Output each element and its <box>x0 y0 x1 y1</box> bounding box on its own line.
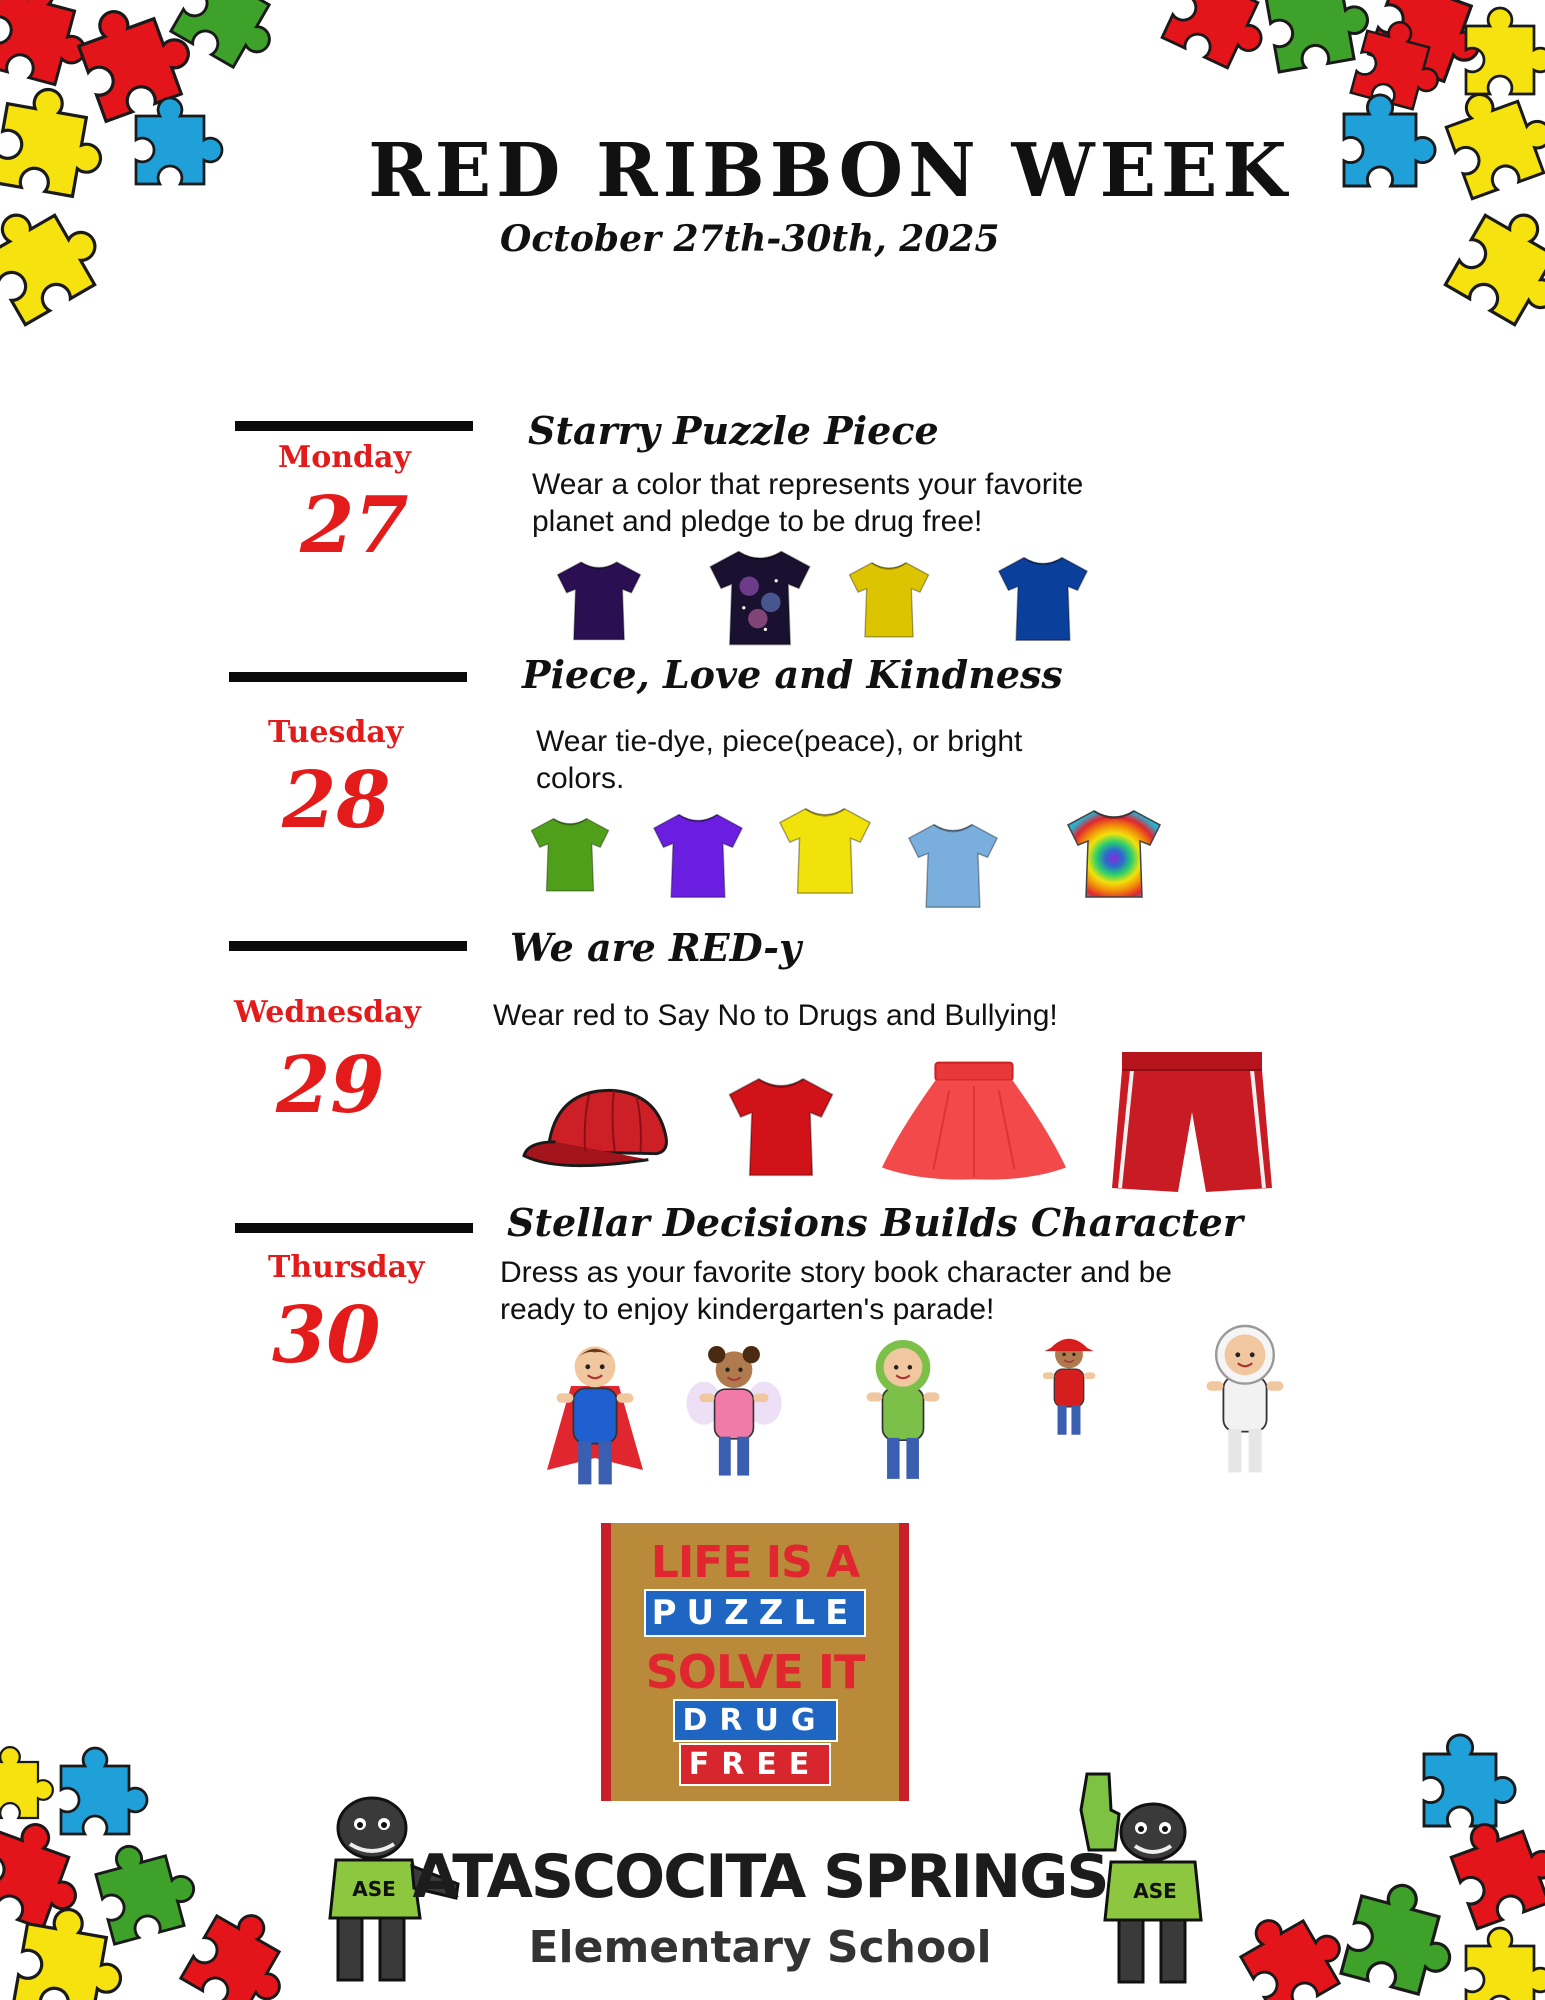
light-blue-shirt-icon <box>905 815 1001 915</box>
day-description <box>493 997 1058 1034</box>
poster-line: SOLVE IT <box>645 1645 865 1699</box>
day-theme: Starry Puzzle Piece <box>528 408 939 453</box>
description-line: colors. <box>536 762 625 795</box>
poster-drug-row <box>611 1703 899 1738</box>
divider-line <box>235 421 473 431</box>
red-shirt-icon <box>720 1070 842 1182</box>
day-theme: Piece, Love and Kindness <box>522 652 1063 697</box>
green-shirt-icon <box>528 810 612 898</box>
galaxy-shirt-icon <box>705 543 815 651</box>
description-line: Dress as your favorite story book character and be <box>500 1256 1172 1289</box>
mascot-badge: ASE <box>1133 1879 1177 1903</box>
day-name: Wednesday <box>234 995 421 1030</box>
day-description <box>532 466 1083 540</box>
poster-line: LIFE IS A <box>650 1537 860 1588</box>
poster-free-row <box>611 1747 899 1782</box>
firefighter-kid-icon <box>1028 1320 1110 1456</box>
violet-shirt-icon <box>650 805 746 905</box>
poster-puzzle-row <box>611 1593 899 1633</box>
description-line: Wear tie-dye, piece(peace), or bright <box>536 725 1023 758</box>
description-line: ready to enjoy kindergarten's parade! <box>500 1293 995 1326</box>
yellow-shirt-icon <box>845 556 933 642</box>
description-line: Wear a color that represents your favorite <box>532 468 1084 501</box>
blue-shirt-icon <box>995 550 1091 646</box>
school-name: ATASCOCITA SPRINGS <box>412 1842 1108 1912</box>
event-dates: October 27th-30th, 2025 <box>500 218 1000 260</box>
superhero-kid-icon <box>535 1338 655 1494</box>
purple-shirt-icon <box>553 555 645 645</box>
description-line: planet and pledge to be drug free! <box>532 505 983 538</box>
page-title: RED RIBBON WEEK <box>368 128 1292 214</box>
day-name: Monday <box>278 440 411 475</box>
divider-line <box>229 672 467 682</box>
poster-line: PUZZLE <box>644 1589 867 1637</box>
poster-line: DRUG <box>673 1699 838 1742</box>
day-number: 30 <box>272 1290 381 1381</box>
divider-line <box>235 1223 473 1233</box>
day-description <box>500 1254 1172 1328</box>
school-subtitle: Elementary School <box>528 1922 992 1973</box>
day-theme: We are RED-y <box>510 925 802 970</box>
description-line: Wear red to Say No to Drugs and Bullying! <box>493 999 1058 1032</box>
day-name: Thursday <box>268 1250 425 1285</box>
tie-dye-shirt-icon <box>1055 803 1173 903</box>
day-number: 27 <box>300 480 409 571</box>
red-skirt-icon <box>880 1060 1068 1182</box>
day-number: 28 <box>282 755 391 846</box>
divider-line <box>229 941 467 951</box>
astronaut-kid-icon <box>1185 1320 1305 1488</box>
bright-yellow-shirt-icon <box>776 800 874 900</box>
fairy-kid-icon <box>680 1338 788 1490</box>
dinosaur-kid-icon <box>845 1340 961 1488</box>
poster-line: FREE <box>679 1743 832 1786</box>
day-theme: Stellar Decisions Builds Character <box>507 1200 1243 1245</box>
mascot-badge: ASE <box>352 1877 396 1901</box>
day-description <box>536 723 1022 797</box>
red-cap-icon <box>520 1078 678 1178</box>
red-shorts-icon <box>1110 1048 1274 1196</box>
day-name: Tuesday <box>268 715 404 750</box>
life-is-a-puzzle-poster <box>601 1523 909 1801</box>
day-number: 29 <box>276 1040 385 1131</box>
